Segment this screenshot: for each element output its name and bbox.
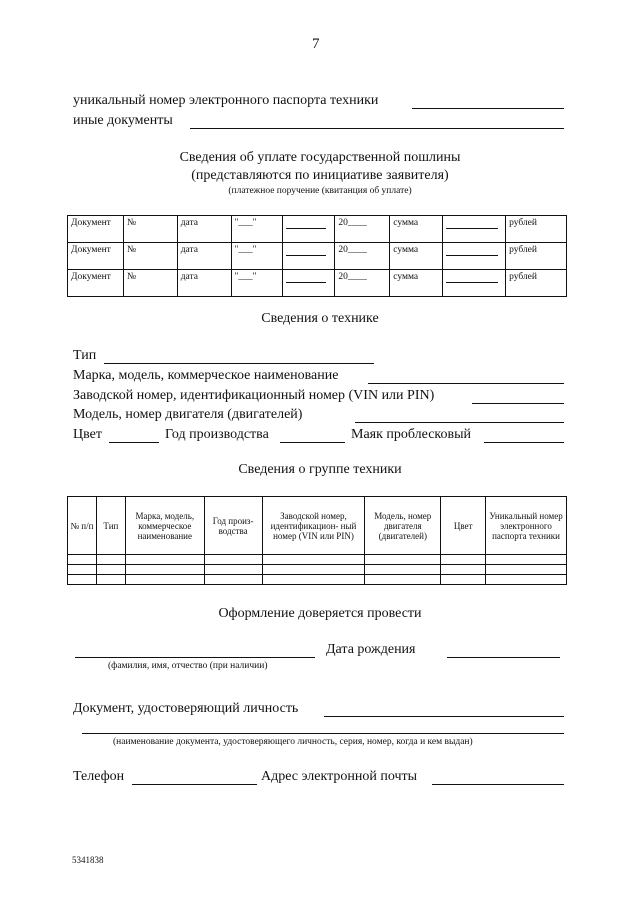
year-cell[interactable]: 20____	[335, 216, 390, 243]
num-cell[interactable]: №	[123, 270, 177, 297]
date-cell: дата	[177, 270, 231, 297]
month-cell[interactable]	[283, 270, 335, 297]
color-field[interactable]	[109, 442, 159, 443]
phone-field[interactable]	[132, 784, 257, 785]
beacon-field[interactable]	[484, 442, 564, 443]
group-table	[67, 496, 567, 585]
table-row[interactable]	[68, 555, 567, 565]
amount-cell[interactable]	[443, 216, 506, 243]
year-field[interactable]	[280, 442, 345, 443]
birth-label: Дата рождения	[326, 642, 416, 657]
entrust-title: Оформление доверяется провести	[218, 606, 422, 621]
sum-cell: сумма	[390, 216, 443, 243]
sum-cell: сумма	[390, 270, 443, 297]
fio-note: (фамилия, имя, отчество (при наличии)	[108, 661, 268, 671]
header-brand: Марка, модель, коммерческое наименование	[125, 497, 204, 555]
rub-cell: рублей	[506, 270, 567, 297]
payment-row	[68, 270, 567, 297]
table-row[interactable]	[68, 575, 567, 585]
group-title: Сведения о группе техники	[238, 462, 402, 477]
color-label: Цвет	[73, 427, 102, 442]
engine-field[interactable]	[355, 422, 564, 423]
date-cell: дата	[177, 216, 231, 243]
vin-label: Заводской номер, идентификационный номер (VIN или PIN)	[73, 388, 435, 403]
payment-note: (платежное поручение (квитанция об уплате)	[228, 186, 412, 196]
fio-field[interactable]	[75, 657, 315, 658]
phone-label: Телефон	[73, 769, 125, 784]
amount-cell[interactable]	[443, 270, 506, 297]
header-engine: Модель, номер двигателя (двигателей)	[365, 497, 441, 555]
rub-cell: рублей	[506, 216, 567, 243]
id-doc-note: (наименование документа, удостоверяющего личность, серия, номер, когда и кем выдан)	[113, 737, 473, 747]
day-cell[interactable]: "___"	[231, 243, 283, 270]
year-cell[interactable]: 20____	[335, 270, 390, 297]
page-number: 7	[312, 36, 320, 52]
date-cell: дата	[177, 243, 231, 270]
num-cell[interactable]: №	[123, 216, 177, 243]
id-doc-field[interactable]	[324, 716, 564, 717]
tech-title: Сведения о технике	[261, 311, 379, 326]
brand-field[interactable]	[368, 383, 564, 384]
payment-row	[68, 243, 567, 270]
day-cell[interactable]: "___"	[231, 216, 283, 243]
month-cell[interactable]	[283, 243, 335, 270]
other-docs-label: иные документы	[73, 113, 173, 128]
header-num: № п/п	[68, 497, 97, 555]
footer-code: 5341838	[72, 855, 104, 865]
payment-subtitle: (представляются по инициативе заявителя)	[191, 168, 449, 183]
rub-cell: рублей	[506, 243, 567, 270]
num-cell[interactable]: №	[123, 243, 177, 270]
year-label: Год производства	[165, 427, 269, 442]
payment-title: Сведения об уплате государственной пошлины	[179, 150, 461, 165]
birth-field[interactable]	[447, 657, 560, 658]
brand-label: Марка, модель, коммерческое наименование	[73, 368, 339, 383]
unique-number-label: уникальный номер электронного паспорта техники	[73, 93, 379, 108]
header-year: Год произ- водства	[204, 497, 262, 555]
day-cell[interactable]: "___"	[231, 270, 283, 297]
id-doc-label: Документ, удостоверяющий личность	[73, 701, 299, 716]
header-type: Тип	[96, 497, 125, 555]
id-doc-field-2[interactable]	[82, 733, 564, 734]
email-field[interactable]	[432, 784, 564, 785]
payment-table	[67, 215, 567, 297]
beacon-label: Маяк проблесковый	[351, 427, 472, 442]
type-label: Тип	[73, 348, 97, 363]
unique-number-field[interactable]	[412, 108, 564, 109]
header-passport: Уникальный номер электронного паспорта техники	[486, 497, 567, 555]
header-color: Цвет	[441, 497, 486, 555]
header-vin: Заводской номер, идентификацион- ный номер (VIN или PIN)	[262, 497, 365, 555]
doc-cell: Документ	[68, 270, 124, 297]
doc-cell: Документ	[68, 243, 124, 270]
doc-cell: Документ	[68, 216, 124, 243]
month-cell[interactable]	[283, 216, 335, 243]
year-cell[interactable]: 20____	[335, 243, 390, 270]
other-docs-field[interactable]	[190, 128, 564, 129]
payment-row	[68, 216, 567, 243]
email-label: Адрес электронной почты	[261, 769, 418, 784]
type-field[interactable]	[104, 363, 374, 364]
sum-cell: сумма	[390, 243, 443, 270]
engine-label: Модель, номер двигателя (двигателей)	[73, 407, 303, 422]
table-row[interactable]	[68, 565, 567, 575]
vin-field[interactable]	[472, 403, 564, 404]
amount-cell[interactable]	[443, 243, 506, 270]
